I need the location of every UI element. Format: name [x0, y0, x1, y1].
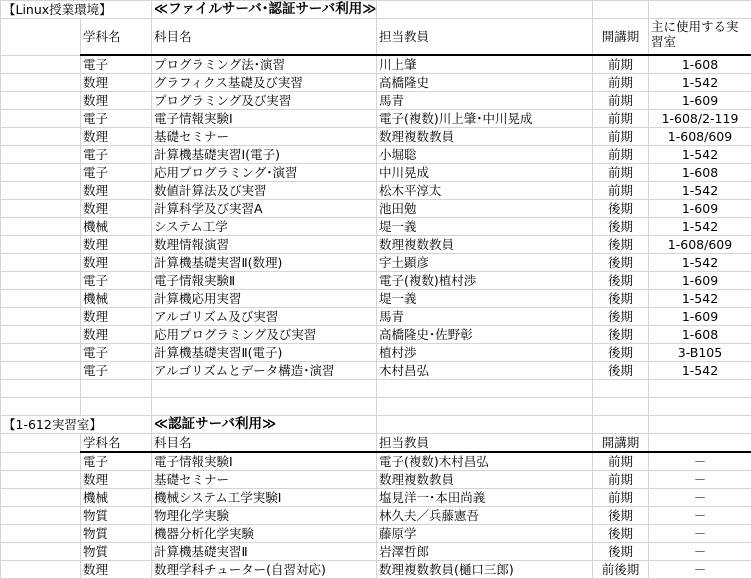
cell-teacher[interactable]: 高橋隆史･佐野彰	[377, 326, 593, 344]
header-course[interactable]: 科目名	[152, 434, 377, 453]
table-row	[1, 561, 751, 579]
cell-course[interactable]: 計算機応用実習	[152, 290, 377, 308]
cell-dept[interactable]: 物質	[81, 507, 152, 525]
table-row	[1, 344, 751, 362]
cell-room[interactable]: 3-B105	[649, 344, 751, 362]
table-row	[1, 362, 751, 380]
cell-term[interactable]: 前期	[593, 92, 649, 110]
cell-room[interactable]: －	[649, 452, 751, 471]
cell-room[interactable]: －	[649, 489, 751, 507]
header-teacher[interactable]: 担当教員	[377, 19, 593, 56]
cell-teacher[interactable]: 数理複数教員	[377, 128, 593, 146]
cell-room[interactable]: 1-608/609	[649, 236, 751, 254]
cell-term[interactable]: 前期	[593, 471, 649, 489]
cell-dept[interactable]: 数理	[81, 561, 152, 579]
cell-teacher[interactable]: 塩見洋一･本田尚義	[377, 489, 593, 507]
table-row	[1, 146, 751, 164]
cell-room[interactable]: 1-542	[649, 362, 751, 380]
table-row	[1, 308, 751, 326]
cell-teacher[interactable]: 堤一義	[377, 290, 593, 308]
table-row	[1, 110, 751, 128]
table-row	[1, 92, 751, 110]
section2-title[interactable]: ≪認証サーバ利用≫	[152, 416, 377, 434]
cell-dept[interactable]: 数理	[81, 128, 152, 146]
cell-term[interactable]: 後期	[593, 507, 649, 525]
table-row	[1, 489, 751, 507]
cell-dept[interactable]: 機械	[81, 290, 152, 308]
header-course[interactable]: 科目名	[152, 19, 377, 56]
cell-term[interactable]: 後期	[593, 326, 649, 344]
table-row	[1, 525, 751, 543]
cell-room[interactable]: 1-542	[649, 218, 751, 236]
section2-title-row	[1, 416, 751, 434]
cell-dept[interactable]: 数理	[81, 254, 152, 272]
cell-dept[interactable]: 数理	[81, 74, 152, 92]
cell-dept[interactable]: 物質	[81, 525, 152, 543]
cell-term[interactable]: 後期	[593, 525, 649, 543]
cell-course[interactable]: 数理学科チューター(自習対応)	[152, 561, 377, 579]
header-room[interactable]: 主に使用する実習室	[649, 19, 751, 56]
cell-room[interactable]: 1-608	[649, 164, 751, 182]
cell-teacher[interactable]: 池田勉	[377, 200, 593, 218]
cell-term[interactable]: 前期	[593, 110, 649, 128]
cell-room[interactable]: 1-542	[649, 146, 751, 164]
cell-course[interactable]: プログラミング及び実習	[152, 92, 377, 110]
cell-room[interactable]: 1-609	[649, 308, 751, 326]
section1-title-row	[1, 1, 751, 19]
section2-label[interactable]: 【1-612実習室】	[1, 416, 81, 434]
cell-teacher[interactable]: 電子(複数)木村昌弘	[377, 452, 593, 471]
cell-course[interactable]: 応用プログラミング及び実習	[152, 326, 377, 344]
cell-term[interactable]: 前後期	[593, 561, 649, 579]
cell-dept[interactable]: 数理	[81, 92, 152, 110]
cell-term[interactable]: 前期	[593, 489, 649, 507]
table-row	[1, 507, 751, 525]
table-row	[1, 272, 751, 290]
section1-title[interactable]: ≪ファイルサーバ･認証サーバ利用≫	[152, 1, 377, 19]
cell-term[interactable]: 前期	[593, 74, 649, 92]
cell-teacher[interactable]: 木村昌弘	[377, 362, 593, 380]
section2-header-row	[1, 434, 751, 453]
cell-course[interactable]: 電子情報実験Ⅰ	[152, 110, 377, 128]
cell-room[interactable]: 1-608/2-119	[649, 110, 751, 128]
cell-teacher[interactable]: 馬青	[377, 308, 593, 326]
table-row	[1, 164, 751, 182]
cell-dept[interactable]: 機械	[81, 489, 152, 507]
cell-teacher[interactable]: 小堀聡	[377, 146, 593, 164]
cell-term[interactable]: 前期	[593, 146, 649, 164]
cell-teacher[interactable]: 数理複数教員	[377, 236, 593, 254]
cell-teacher[interactable]: 植村渉	[377, 344, 593, 362]
cell-term[interactable]: 後期	[593, 344, 649, 362]
header-dept[interactable]: 学科名	[81, 434, 152, 453]
table-row	[1, 471, 751, 489]
cell-room[interactable]: 1-542	[649, 74, 751, 92]
cell-teacher[interactable]: 堤一義	[377, 218, 593, 236]
table-row	[1, 128, 751, 146]
cell-room[interactable]: 1-542	[649, 254, 751, 272]
section1-header-row	[1, 19, 751, 56]
cell-term[interactable]: 後期	[593, 290, 649, 308]
cell-course[interactable]: 計算機基礎実習Ⅱ(電子)	[152, 344, 377, 362]
cell-term[interactable]: 後期	[593, 308, 649, 326]
cell-dept[interactable]: 数理	[81, 308, 152, 326]
table-row	[1, 452, 751, 471]
cell-term[interactable]: 後期	[593, 236, 649, 254]
cell-dept[interactable]: 電子	[81, 146, 152, 164]
cell-dept[interactable]: 電子	[81, 110, 152, 128]
cell-dept[interactable]: 数理	[81, 236, 152, 254]
cell-course[interactable]: 計算機基礎実習Ⅰ(電子)	[152, 146, 377, 164]
header-term[interactable]: 開講期	[593, 434, 649, 453]
cell-term[interactable]: 後期	[593, 218, 649, 236]
cell-course[interactable]: 数値計算法及び実習	[152, 182, 377, 200]
cell-teacher[interactable]: 数理複数教員(樋口三郎)	[377, 561, 593, 579]
cell-room[interactable]: 1-609	[649, 272, 751, 290]
cell-teacher[interactable]: 中川晃成	[377, 164, 593, 182]
cell-dept[interactable]: 電子	[81, 55, 152, 74]
cell-course[interactable]: 基礎セミナー	[152, 128, 377, 146]
table-row	[1, 326, 751, 344]
header-dept[interactable]: 学科名	[81, 19, 152, 56]
cell-course[interactable]: 電子情報実験Ⅱ	[152, 272, 377, 290]
cell-course[interactable]: 機器分析化学実験	[152, 525, 377, 543]
cell-dept[interactable]: 物質	[81, 543, 152, 561]
cell-room[interactable]: 1-608/609	[649, 128, 751, 146]
cell-room[interactable]: 1-609	[649, 92, 751, 110]
cell-course[interactable]: 応用プログラミング･演習	[152, 164, 377, 182]
table-row	[1, 55, 751, 74]
cell-dept[interactable]: 機械	[81, 218, 152, 236]
cell-term[interactable]: 後期	[593, 543, 649, 561]
cell-teacher[interactable]: 岩澤哲郎	[377, 543, 593, 561]
table-row	[1, 543, 751, 561]
cell-term[interactable]: 前期	[593, 55, 649, 74]
cell-dept[interactable]: 数理	[81, 182, 152, 200]
table-row	[1, 200, 751, 218]
cell-dept[interactable]: 数理	[81, 200, 152, 218]
cell-teacher[interactable]: 川上肇	[377, 55, 593, 74]
cell-room[interactable]: －	[649, 525, 751, 543]
table-row	[1, 218, 751, 236]
cell-term[interactable]: 後期	[593, 272, 649, 290]
cell-course[interactable]: 物理化学実験	[152, 507, 377, 525]
cell-room[interactable]: －	[649, 507, 751, 525]
cell-dept[interactable]: 電子	[81, 164, 152, 182]
table-row	[1, 236, 751, 254]
cell-term[interactable]: 後期	[593, 254, 649, 272]
cell-dept[interactable]: 数理	[81, 326, 152, 344]
cell-term[interactable]: 前期	[593, 128, 649, 146]
table-row	[1, 254, 751, 272]
cell-room[interactable]: 1-542	[649, 182, 751, 200]
cell-course[interactable]: 電子情報実験Ⅰ	[152, 452, 377, 471]
cell-room[interactable]: －	[649, 471, 751, 489]
cell-room[interactable]: 1-542	[649, 290, 751, 308]
empty-row	[1, 380, 751, 398]
cell-teacher[interactable]: 松木平淳太	[377, 182, 593, 200]
cell-course[interactable]: 数理情報演習	[152, 236, 377, 254]
table-row	[1, 182, 751, 200]
header-term[interactable]: 開講期	[593, 19, 649, 56]
cell-teacher[interactable]: 高橋隆史	[377, 74, 593, 92]
cell-room[interactable]: 1-608	[649, 326, 751, 344]
cell-course[interactable]: プログラミング法･演習	[152, 55, 377, 74]
cell-term[interactable]: 後期	[593, 200, 649, 218]
cell-teacher[interactable]: 数理複数教員	[377, 471, 593, 489]
cell-room[interactable]: 1-608	[649, 55, 751, 74]
cell-course[interactable]: 計算機基礎実習Ⅱ	[152, 543, 377, 561]
cell-course[interactable]: 基礎セミナー	[152, 471, 377, 489]
cell-course[interactable]: システム工学	[152, 218, 377, 236]
cell-teacher[interactable]: 藤原学	[377, 525, 593, 543]
cell-teacher[interactable]: 宇土顕彦	[377, 254, 593, 272]
section1-label[interactable]: 【Linux授業環境】	[1, 1, 81, 19]
cell-term[interactable]: 前期	[593, 164, 649, 182]
cell-course[interactable]: 計算機基礎実習Ⅱ(数理)	[152, 254, 377, 272]
cell-course[interactable]: 計算科学及び実習A	[152, 200, 377, 218]
cell-teacher[interactable]: 電子(複数)植村渉	[377, 272, 593, 290]
cell-dept[interactable]: 数理	[81, 471, 152, 489]
cell-course[interactable]: グラフィクス基礎及び実習	[152, 74, 377, 92]
table-row	[1, 74, 751, 92]
cell-room[interactable]: －	[649, 543, 751, 561]
cell-teacher[interactable]: 電子(複数)川上肇･中川晃成	[377, 110, 593, 128]
cell-dept[interactable]: 電子	[81, 452, 152, 471]
header-teacher[interactable]: 担当教員	[377, 434, 593, 453]
cell-teacher[interactable]: 林久夫／兵藤憲吾	[377, 507, 593, 525]
cell-room[interactable]: 1-609	[649, 200, 751, 218]
cell-course[interactable]: アルゴリズム及び実習	[152, 308, 377, 326]
empty-row	[1, 398, 751, 416]
cell-dept[interactable]: 電子	[81, 272, 152, 290]
cell-dept[interactable]: 電子	[81, 344, 152, 362]
cell-course[interactable]: 機械システム工学実験Ⅰ	[152, 489, 377, 507]
cell-teacher[interactable]: 馬青	[377, 92, 593, 110]
table-row	[1, 290, 751, 308]
cell-term[interactable]: 後期	[593, 362, 649, 380]
cell-course[interactable]: アルゴリズムとデータ構造･演習	[152, 362, 377, 380]
cell-room[interactable]: －	[649, 561, 751, 579]
cell-term[interactable]: 前期	[593, 452, 649, 471]
cell-term[interactable]: 前期	[593, 182, 649, 200]
cell-dept[interactable]: 電子	[81, 362, 152, 380]
